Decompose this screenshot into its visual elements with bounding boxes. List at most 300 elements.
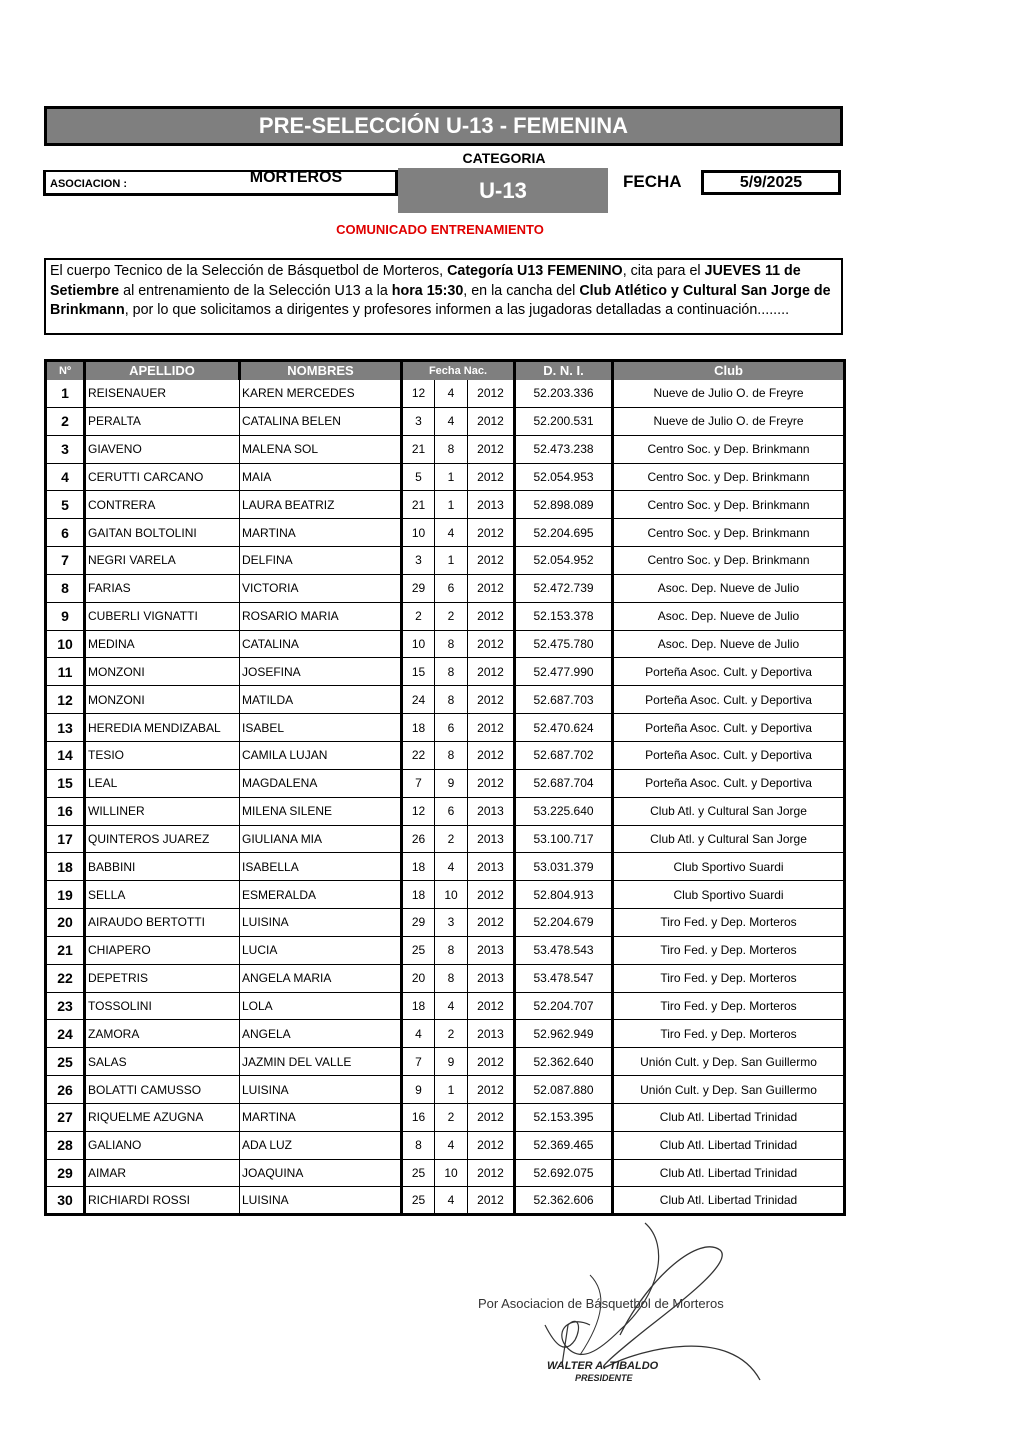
table-row bbox=[46, 797, 845, 825]
cell-dni: 52.962.949 bbox=[515, 1020, 613, 1048]
cell-apellido: GIAVENO bbox=[85, 435, 240, 463]
cell-club: Porteña Asoc. Cult. y Deportiva bbox=[613, 714, 845, 742]
cell-anio: 2012 bbox=[468, 574, 515, 602]
cell-apellido: ZAMORA bbox=[85, 1020, 240, 1048]
cell-apellido: HEREDIA MENDIZABAL bbox=[85, 714, 240, 742]
cell-num: 14 bbox=[46, 741, 85, 769]
cell-dia: 18 bbox=[402, 714, 435, 742]
cell-mes: 9 bbox=[435, 769, 468, 797]
table-row bbox=[46, 741, 845, 769]
table-row bbox=[46, 380, 845, 408]
cell-dni: 52.898.089 bbox=[515, 491, 613, 519]
table-row bbox=[46, 630, 845, 658]
cell-dia: 3 bbox=[402, 547, 435, 575]
cell-mes: 6 bbox=[435, 574, 468, 602]
cell-club: Centro Soc. y Dep. Brinkmann bbox=[613, 435, 845, 463]
cell-dni: 53.478.547 bbox=[515, 964, 613, 992]
cell-dia: 12 bbox=[402, 380, 435, 408]
cell-num: 27 bbox=[46, 1103, 85, 1131]
cell-mes: 4 bbox=[435, 1131, 468, 1159]
cell-dni: 52.692.075 bbox=[515, 1159, 613, 1187]
table-row bbox=[46, 853, 845, 881]
cell-nombres: LUISINA bbox=[240, 909, 402, 937]
cell-num: 6 bbox=[46, 519, 85, 547]
cell-apellido: CHIAPERO bbox=[85, 936, 240, 964]
header-fecha: Fecha Nac. bbox=[402, 361, 515, 380]
comunicado-heading: COMUNICADO ENTRENAMIENTO bbox=[336, 222, 544, 237]
cell-anio: 2013 bbox=[468, 491, 515, 519]
cell-anio: 2012 bbox=[468, 1187, 515, 1215]
cell-club: Club Atl. Libertad Trinidad bbox=[613, 1187, 845, 1215]
categoria-value: U-13 bbox=[398, 168, 608, 213]
cell-club: Club Atl. y Cultural San Jorge bbox=[613, 797, 845, 825]
table-row bbox=[46, 1187, 845, 1215]
table-row bbox=[46, 519, 845, 547]
cell-nombres: LUISINA bbox=[240, 1187, 402, 1215]
cell-club: Porteña Asoc. Cult. y Deportiva bbox=[613, 769, 845, 797]
cell-num: 10 bbox=[46, 630, 85, 658]
cell-anio: 2012 bbox=[468, 714, 515, 742]
header-club: Club bbox=[613, 361, 845, 380]
cell-club: Asoc. Dep. Nueve de Julio bbox=[613, 574, 845, 602]
cell-nombres: DELFINA bbox=[240, 547, 402, 575]
cell-anio: 2012 bbox=[468, 463, 515, 491]
cell-mes: 8 bbox=[435, 964, 468, 992]
cell-anio: 2012 bbox=[468, 658, 515, 686]
cell-nombres: JOAQUINA bbox=[240, 1159, 402, 1187]
cell-anio: 2012 bbox=[468, 741, 515, 769]
fecha-value: 5/9/2025 bbox=[701, 170, 841, 195]
cell-anio: 2012 bbox=[468, 547, 515, 575]
table-row bbox=[46, 658, 845, 686]
cell-mes: 8 bbox=[435, 630, 468, 658]
cell-num: 18 bbox=[46, 853, 85, 881]
cell-nombres: MATILDA bbox=[240, 686, 402, 714]
table-row bbox=[46, 686, 845, 714]
cell-dia: 12 bbox=[402, 797, 435, 825]
cell-anio: 2013 bbox=[468, 964, 515, 992]
cell-dia: 7 bbox=[402, 769, 435, 797]
categoria-label: CATEGORIA bbox=[462, 150, 546, 166]
table-row bbox=[46, 491, 845, 519]
cell-mes: 8 bbox=[435, 936, 468, 964]
cell-club: Centro Soc. y Dep. Brinkmann bbox=[613, 491, 845, 519]
cell-dni: 52.362.606 bbox=[515, 1187, 613, 1215]
cell-anio: 2012 bbox=[468, 769, 515, 797]
cell-mes: 1 bbox=[435, 547, 468, 575]
cell-apellido: NEGRI VARELA bbox=[85, 547, 240, 575]
cell-apellido: RIQUELME AZUGNA bbox=[85, 1103, 240, 1131]
cell-dia: 5 bbox=[402, 463, 435, 491]
cell-num: 4 bbox=[46, 463, 85, 491]
cell-dia: 26 bbox=[402, 825, 435, 853]
cell-dni: 52.204.695 bbox=[515, 519, 613, 547]
cell-num: 23 bbox=[46, 992, 85, 1020]
cell-club: Unión Cult. y Dep. San Guillermo bbox=[613, 1076, 845, 1104]
cell-apellido: TESIO bbox=[85, 741, 240, 769]
cell-dia: 22 bbox=[402, 741, 435, 769]
header-nombres: NOMBRES bbox=[240, 361, 402, 380]
cell-dni: 52.153.395 bbox=[515, 1103, 613, 1131]
signature-role: PRESIDENTE bbox=[575, 1373, 633, 1383]
cell-dia: 10 bbox=[402, 519, 435, 547]
table-row bbox=[46, 909, 845, 937]
cell-num: 20 bbox=[46, 909, 85, 937]
cell-apellido: SALAS bbox=[85, 1048, 240, 1076]
cell-nombres: ANGELA bbox=[240, 1020, 402, 1048]
cell-club: Centro Soc. y Dep. Brinkmann bbox=[613, 463, 845, 491]
cell-dia: 25 bbox=[402, 1187, 435, 1215]
cell-nombres: JOSEFINA bbox=[240, 658, 402, 686]
cell-anio: 2012 bbox=[468, 630, 515, 658]
cell-mes: 1 bbox=[435, 463, 468, 491]
cell-club: Tiro Fed. y Dep. Morteros bbox=[613, 964, 845, 992]
cell-anio: 2012 bbox=[468, 380, 515, 408]
cell-mes: 2 bbox=[435, 1103, 468, 1131]
cell-club: Asoc. Dep. Nueve de Julio bbox=[613, 630, 845, 658]
cell-anio: 2012 bbox=[468, 1048, 515, 1076]
cell-club: Tiro Fed. y Dep. Morteros bbox=[613, 936, 845, 964]
cell-num: 8 bbox=[46, 574, 85, 602]
cell-nombres: MARTINA bbox=[240, 519, 402, 547]
cell-dia: 29 bbox=[402, 574, 435, 602]
cell-anio: 2012 bbox=[468, 909, 515, 937]
cell-num: 25 bbox=[46, 1048, 85, 1076]
cell-apellido: QUINTEROS JUAREZ bbox=[85, 825, 240, 853]
cell-club: Centro Soc. y Dep. Brinkmann bbox=[613, 519, 845, 547]
cell-apellido: TOSSOLINI bbox=[85, 992, 240, 1020]
cell-num: 3 bbox=[46, 435, 85, 463]
cell-anio: 2012 bbox=[468, 881, 515, 909]
cell-dia: 15 bbox=[402, 658, 435, 686]
cell-anio: 2013 bbox=[468, 797, 515, 825]
cell-anio: 2012 bbox=[468, 992, 515, 1020]
table-row bbox=[46, 1103, 845, 1131]
cell-apellido: GAITAN BOLTOLINI bbox=[85, 519, 240, 547]
message-bold: Categoría U13 FEMENINO bbox=[447, 263, 623, 279]
cell-dni: 52.473.238 bbox=[515, 435, 613, 463]
cell-anio: 2012 bbox=[468, 602, 515, 630]
cell-dia: 18 bbox=[402, 992, 435, 1020]
cell-dni: 52.475.780 bbox=[515, 630, 613, 658]
table-row bbox=[46, 992, 845, 1020]
cell-anio: 2013 bbox=[468, 853, 515, 881]
cell-num: 21 bbox=[46, 936, 85, 964]
cell-mes: 4 bbox=[435, 519, 468, 547]
cell-dni: 52.477.990 bbox=[515, 658, 613, 686]
cell-dni: 52.369.465 bbox=[515, 1131, 613, 1159]
cell-club: Asoc. Dep. Nueve de Julio bbox=[613, 602, 845, 630]
cell-club: Porteña Asoc. Cult. y Deportiva bbox=[613, 686, 845, 714]
cell-mes: 4 bbox=[435, 1187, 468, 1215]
cell-dni: 52.204.707 bbox=[515, 992, 613, 1020]
cell-apellido: RICHIARDI ROSSI bbox=[85, 1187, 240, 1215]
cell-apellido: LEAL bbox=[85, 769, 240, 797]
cell-nombres: LOLA bbox=[240, 992, 402, 1020]
cell-dni: 52.470.624 bbox=[515, 714, 613, 742]
cell-dia: 10 bbox=[402, 630, 435, 658]
cell-nombres: MAGDALENA bbox=[240, 769, 402, 797]
cell-apellido: PERALTA bbox=[85, 407, 240, 435]
cell-num: 11 bbox=[46, 658, 85, 686]
cell-mes: 8 bbox=[435, 741, 468, 769]
cell-club: Club Atl. Libertad Trinidad bbox=[613, 1103, 845, 1131]
roster-table bbox=[44, 359, 846, 1216]
message-text: El cuerpo Tecnico de la Selección de Básquetbol de Morteros, bbox=[50, 263, 448, 279]
cell-mes: 2 bbox=[435, 1020, 468, 1048]
cell-anio: 2012 bbox=[468, 435, 515, 463]
cell-dia: 7 bbox=[402, 1048, 435, 1076]
table-row bbox=[46, 463, 845, 491]
cell-apellido: MONZONI bbox=[85, 658, 240, 686]
cell-apellido: CONTRERA bbox=[85, 491, 240, 519]
cell-anio: 2012 bbox=[468, 407, 515, 435]
table-row bbox=[46, 964, 845, 992]
cell-club: Club Sportivo Suardi bbox=[613, 853, 845, 881]
signature-name: WALTER A. TIBALDO bbox=[547, 1360, 659, 1372]
table-row bbox=[46, 1048, 845, 1076]
cell-nombres: CATALINA bbox=[240, 630, 402, 658]
cell-apellido: GALIANO bbox=[85, 1131, 240, 1159]
cell-club: Club Atl. Libertad Trinidad bbox=[613, 1131, 845, 1159]
cell-dia: 18 bbox=[402, 853, 435, 881]
cell-club: Porteña Asoc. Cult. y Deportiva bbox=[613, 658, 845, 686]
cell-apellido: BOLATTI CAMUSSO bbox=[85, 1076, 240, 1104]
cell-mes: 2 bbox=[435, 602, 468, 630]
cell-club: Unión Cult. y Dep. San Guillermo bbox=[613, 1048, 845, 1076]
cell-num: 17 bbox=[46, 825, 85, 853]
cell-dia: 9 bbox=[402, 1076, 435, 1104]
cell-num: 7 bbox=[46, 547, 85, 575]
cell-nombres: ROSARIO MARIA bbox=[240, 602, 402, 630]
message-text: , por lo que solicitamos a dirigentes y profesores informen a las jugadoras detalladas a continuación........ bbox=[124, 302, 790, 318]
cell-dni: 52.054.953 bbox=[515, 463, 613, 491]
cell-dni: 52.687.702 bbox=[515, 741, 613, 769]
table-row bbox=[46, 1020, 845, 1048]
cell-dni: 52.804.913 bbox=[515, 881, 613, 909]
cell-num: 9 bbox=[46, 602, 85, 630]
cell-num: 29 bbox=[46, 1159, 85, 1187]
cell-apellido: AIRAUDO BERTOTTI bbox=[85, 909, 240, 937]
cell-apellido: CERUTTI CARCANO bbox=[85, 463, 240, 491]
cell-dia: 29 bbox=[402, 909, 435, 937]
cell-dia: 8 bbox=[402, 1131, 435, 1159]
cell-num: 26 bbox=[46, 1076, 85, 1104]
cell-anio: 2013 bbox=[468, 825, 515, 853]
cell-dia: 3 bbox=[402, 407, 435, 435]
cell-nombres: CATALINA BELEN bbox=[240, 407, 402, 435]
cell-dni: 53.225.640 bbox=[515, 797, 613, 825]
message-bold: JUEVES 11 de Setiembre bbox=[50, 263, 801, 299]
cell-dia: 20 bbox=[402, 964, 435, 992]
cell-apellido: DEPETRIS bbox=[85, 964, 240, 992]
cell-mes: 8 bbox=[435, 658, 468, 686]
cell-apellido: AIMAR bbox=[85, 1159, 240, 1187]
cell-num: 22 bbox=[46, 964, 85, 992]
cell-dni: 52.362.640 bbox=[515, 1048, 613, 1076]
cell-club: Club Sportivo Suardi bbox=[613, 881, 845, 909]
table-row bbox=[46, 714, 845, 742]
cell-apellido: MEDINA bbox=[85, 630, 240, 658]
header-dni: D. N. I. bbox=[515, 361, 613, 380]
cell-apellido: SELLA bbox=[85, 881, 240, 909]
cell-nombres: ANGELA MARIA bbox=[240, 964, 402, 992]
cell-dni: 53.100.717 bbox=[515, 825, 613, 853]
cell-dia: 21 bbox=[402, 435, 435, 463]
cell-nombres: KAREN MERCEDES bbox=[240, 380, 402, 408]
cell-nombres: JAZMIN DEL VALLE bbox=[240, 1048, 402, 1076]
cell-dni: 52.054.952 bbox=[515, 547, 613, 575]
cell-dni: 52.472.739 bbox=[515, 574, 613, 602]
cell-club: Tiro Fed. y Dep. Morteros bbox=[613, 992, 845, 1020]
cell-anio: 2012 bbox=[468, 1159, 515, 1187]
cell-nombres: MILENA SILENE bbox=[240, 797, 402, 825]
cell-mes: 10 bbox=[435, 1159, 468, 1187]
cell-num: 13 bbox=[46, 714, 85, 742]
fecha-label: FECHA bbox=[623, 172, 682, 191]
message-bold: hora 15:30 bbox=[391, 282, 464, 299]
cell-anio: 2012 bbox=[468, 519, 515, 547]
cell-club: Club Atl. Libertad Trinidad bbox=[613, 1159, 845, 1187]
cell-mes: 4 bbox=[435, 992, 468, 1020]
cell-mes: 4 bbox=[435, 380, 468, 408]
table-row bbox=[46, 435, 845, 463]
cell-num: 12 bbox=[46, 686, 85, 714]
message-box bbox=[44, 258, 843, 335]
cell-anio: 2013 bbox=[468, 1020, 515, 1048]
table-row bbox=[46, 825, 845, 853]
cell-club: Nueve de Julio O. de Freyre bbox=[613, 380, 845, 408]
cell-num: 24 bbox=[46, 1020, 85, 1048]
cell-mes: 9 bbox=[435, 1048, 468, 1076]
cell-nombres: MALENA SOL bbox=[240, 435, 402, 463]
cell-club: Tiro Fed. y Dep. Morteros bbox=[613, 1020, 845, 1048]
table-header-row bbox=[46, 361, 845, 380]
table-row bbox=[46, 407, 845, 435]
cell-mes: 8 bbox=[435, 435, 468, 463]
cell-nombres: MAIA bbox=[240, 463, 402, 491]
message-text: , en la cancha del bbox=[463, 282, 580, 299]
cell-nombres: GIULIANA MIA bbox=[240, 825, 402, 853]
asociacion-value: MORTEROS bbox=[249, 169, 343, 186]
cell-club: Tiro Fed. y Dep. Morteros bbox=[613, 909, 845, 937]
cell-dni: 52.087.880 bbox=[515, 1076, 613, 1104]
cell-dni: 52.153.378 bbox=[515, 602, 613, 630]
table-row bbox=[46, 769, 845, 797]
cell-nombres: VICTORIA bbox=[240, 574, 402, 602]
cell-dni: 53.478.543 bbox=[515, 936, 613, 964]
cell-dia: 2 bbox=[402, 602, 435, 630]
cell-club: Centro Soc. y Dep. Brinkmann bbox=[613, 547, 845, 575]
cell-apellido: CUBERLI VIGNATTI bbox=[85, 602, 240, 630]
cell-nombres: ESMERALDA bbox=[240, 881, 402, 909]
cell-num: 1 bbox=[46, 380, 85, 408]
cell-dia: 16 bbox=[402, 1103, 435, 1131]
cell-club: Nueve de Julio O. de Freyre bbox=[613, 407, 845, 435]
message-text: , cita para el bbox=[622, 263, 705, 279]
table-row bbox=[46, 602, 845, 630]
table-row bbox=[46, 881, 845, 909]
table-row bbox=[46, 574, 845, 602]
asociacion-box bbox=[43, 170, 398, 196]
cell-dni: 52.687.704 bbox=[515, 769, 613, 797]
cell-nombres: ISABEL bbox=[240, 714, 402, 742]
cell-dia: 24 bbox=[402, 686, 435, 714]
cell-num: 2 bbox=[46, 407, 85, 435]
cell-mes: 6 bbox=[435, 714, 468, 742]
cell-nombres: LAURA BEATRIZ bbox=[240, 491, 402, 519]
page-title: PRE-SELECCIÓN U-13 - FEMENINA bbox=[44, 106, 843, 146]
cell-num: 15 bbox=[46, 769, 85, 797]
cell-apellido: MONZONI bbox=[85, 686, 240, 714]
cell-num: 28 bbox=[46, 1131, 85, 1159]
cell-dia: 4 bbox=[402, 1020, 435, 1048]
cell-apellido: REISENAUER bbox=[85, 380, 240, 408]
cell-dni: 52.200.531 bbox=[515, 407, 613, 435]
cell-apellido: BABBINI bbox=[85, 853, 240, 881]
cell-club: Club Atl. y Cultural San Jorge bbox=[613, 825, 845, 853]
cell-mes: 10 bbox=[435, 881, 468, 909]
cell-nombres: CAMILA LUJAN bbox=[240, 741, 402, 769]
table-row bbox=[46, 936, 845, 964]
table-row bbox=[46, 1159, 845, 1187]
table-row bbox=[46, 1076, 845, 1104]
cell-mes: 6 bbox=[435, 797, 468, 825]
cell-nombres: MARTINA bbox=[240, 1103, 402, 1131]
cell-dni: 52.203.336 bbox=[515, 380, 613, 408]
signature-caption: Por Asociacion de Básquetbol de Morteros bbox=[478, 1296, 724, 1311]
cell-nombres: LUISINA bbox=[240, 1076, 402, 1104]
cell-mes: 3 bbox=[435, 909, 468, 937]
table-row bbox=[46, 547, 845, 575]
cell-club: Porteña Asoc. Cult. y Deportiva bbox=[613, 741, 845, 769]
cell-num: 30 bbox=[46, 1187, 85, 1215]
cell-num: 5 bbox=[46, 491, 85, 519]
cell-apellido: FARIAS bbox=[85, 574, 240, 602]
cell-dia: 18 bbox=[402, 881, 435, 909]
cell-nombres: ISABELLA bbox=[240, 853, 402, 881]
cell-num: 16 bbox=[46, 797, 85, 825]
asociacion-label: ASOCIACION : bbox=[50, 178, 127, 190]
cell-anio: 2012 bbox=[468, 1131, 515, 1159]
cell-anio: 2012 bbox=[468, 1076, 515, 1104]
cell-nombres: LUCIA bbox=[240, 936, 402, 964]
cell-mes: 1 bbox=[435, 491, 468, 519]
cell-mes: 2 bbox=[435, 825, 468, 853]
cell-dni: 53.031.379 bbox=[515, 853, 613, 881]
cell-anio: 2012 bbox=[468, 686, 515, 714]
header-num: Nº bbox=[46, 361, 85, 380]
cell-mes: 1 bbox=[435, 1076, 468, 1104]
cell-apellido: WILLINER bbox=[85, 797, 240, 825]
cell-anio: 2012 bbox=[468, 1103, 515, 1131]
cell-num: 19 bbox=[46, 881, 85, 909]
cell-dia: 25 bbox=[402, 936, 435, 964]
cell-nombres: ADA LUZ bbox=[240, 1131, 402, 1159]
cell-mes: 8 bbox=[435, 686, 468, 714]
message-text: al entrenamiento de la Selección U13 a la bbox=[119, 282, 392, 299]
message-bold: Club Atlético y Cultural San Jorge de Brinkmann bbox=[50, 282, 831, 318]
cell-anio: 2013 bbox=[468, 936, 515, 964]
cell-dia: 25 bbox=[402, 1159, 435, 1187]
cell-mes: 4 bbox=[435, 853, 468, 881]
cell-dni: 52.204.679 bbox=[515, 909, 613, 937]
cell-dia: 21 bbox=[402, 491, 435, 519]
cell-dni: 52.687.703 bbox=[515, 686, 613, 714]
header-apellido: APELLIDO bbox=[85, 361, 240, 380]
table-row bbox=[46, 1131, 845, 1159]
cell-mes: 4 bbox=[435, 407, 468, 435]
